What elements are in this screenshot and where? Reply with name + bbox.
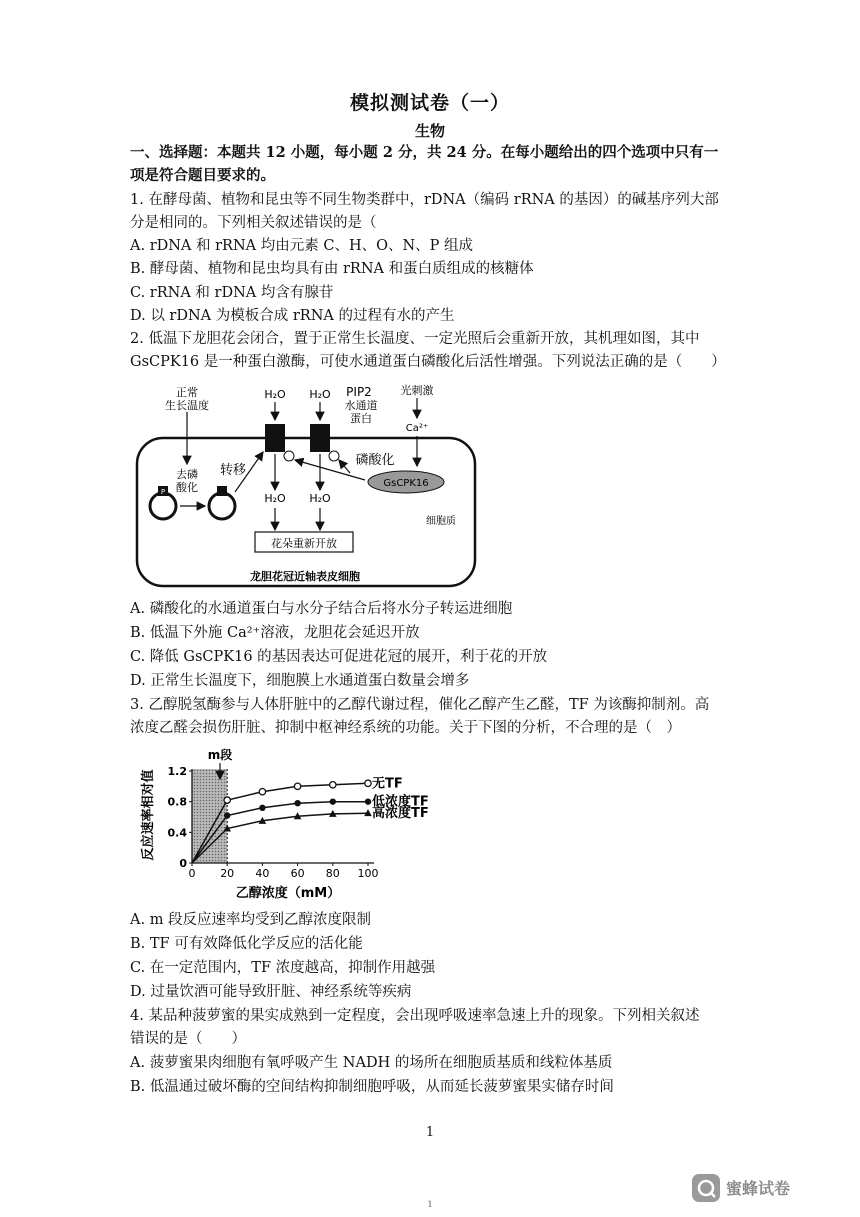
data-point — [365, 780, 371, 786]
q1-option-b: B. 酵母菌、植物和昆虫均具有由 rRNA 和蛋白质组成的核糖体 — [130, 261, 534, 277]
normal-temp-label: 正常 — [176, 386, 198, 399]
segment-label: m段 — [207, 748, 233, 762]
q3-option-c: C. 在一定范围内，TF 浓度越高，抑制作用越强 — [130, 960, 436, 976]
diagram-caption: 龙胆花冠近轴表皮细胞 — [250, 570, 360, 583]
cytoplasm-label: 细胞质 — [426, 516, 456, 527]
kinase-label: GsCPK16 — [383, 478, 429, 489]
page-number-small: 1 — [427, 1200, 433, 1209]
dephos-label: 去磷 — [176, 468, 198, 481]
y-axis-label: 反应速率相对值 — [141, 769, 156, 861]
q3-option-a: A. m 段反应速率均受到乙醇浓度限制 — [130, 912, 372, 928]
series-label: 高浓度TF — [372, 806, 429, 822]
data-point — [294, 783, 300, 789]
bloom-label: 花朵重新开放 — [271, 537, 337, 550]
page-title: 模拟测试卷（一） — [349, 92, 510, 114]
q4-stem: 4. 某品种菠萝蜜的果实成熟到一定程度，会出现呼吸速率急速上升的现象。下列相关叙述 — [130, 1008, 700, 1024]
water-channel-1 — [265, 424, 285, 452]
q2-option-c: C. 降低 GsCPK16 的基因表达可促进花冠的展开，利于花的开放 — [130, 649, 548, 665]
water-channel-2 — [310, 424, 330, 452]
data-point — [224, 797, 230, 803]
y-tick-label: 1.2 — [167, 765, 187, 778]
logo-icon — [692, 1174, 720, 1202]
q3-option-b: B. TF 可有效降低化学反应的活化能 — [130, 936, 363, 952]
h2o-label: H₂O — [264, 492, 286, 505]
y-tick-label: 0.8 — [167, 795, 187, 809]
vesicle-right — [209, 493, 235, 519]
q4-stem-cont: 错误的是（ ） — [130, 1031, 246, 1047]
q2-option-d: D. 正常生长温度下，细胞膜上水通道蛋白数量会增多 — [130, 673, 470, 689]
data-point — [259, 805, 265, 811]
phosphorylation-label: 磷酸化 — [355, 453, 395, 468]
y-tick-label: 0.4 — [167, 826, 187, 840]
x-tick-label: 80 — [325, 867, 340, 880]
pip2-label: PIP2 — [346, 385, 372, 399]
svg-text:P: P — [160, 488, 166, 496]
data-point — [365, 798, 371, 804]
h2o-label: H₂O — [309, 388, 331, 401]
data-point — [259, 789, 265, 795]
normal-temp-label-2: 生长温度 — [165, 399, 209, 412]
q3-option-d: D. 过量饮酒可能导致肝脏、神经系统等疾病 — [130, 984, 412, 1000]
watermark-logo — [690, 1170, 810, 1206]
section-heading-cont: 项是符合题目要求的。 — [130, 167, 275, 184]
pip2-label-3: 蛋白 — [350, 412, 372, 425]
data-point — [330, 782, 336, 788]
cell-outline — [137, 438, 475, 586]
q1-stem-cont: 分是相同的。下列相关叙述错误的是（ — [130, 215, 377, 231]
x-tick-label: 0 — [188, 867, 196, 880]
water-channel-diagram — [125, 380, 485, 592]
x-tick-label: 60 — [290, 867, 305, 880]
transfer-label: 转移 — [219, 463, 247, 478]
pip2-label-2: 水通道 — [344, 399, 378, 412]
h2o-label: H₂O — [309, 492, 331, 505]
q2-option-b: B. 低温下外施 Ca²⁺溶液，龙胆花会延迟开放 — [130, 625, 420, 641]
q4-option-b: B. 低温通过破坏酶的空间结构抑制细胞呼吸，从而延长菠萝蜜果实储存时间 — [130, 1079, 614, 1095]
y-tick-label: 0 — [179, 857, 187, 870]
light-label: 光刺激 — [400, 384, 434, 397]
q3-stem: 3. 乙醇脱氢酶参与人体肝脏中的乙醇代谢过程，催化乙醇产生乙醛，TF 为该酶抑制剂。高 — [130, 697, 710, 713]
q1-option-a: A. rDNA 和 rRNA 均由元素 C、H、O、N、P 组成 — [130, 238, 474, 254]
q1-option-d: D. 以 rDNA 为模板合成 rRNA 的过程有水的产生 — [130, 308, 455, 324]
x-tick-label: 40 — [255, 867, 270, 880]
m-segment-shade — [192, 769, 227, 863]
q2-stem: 2. 低温下龙胆花会闭合，置于正常生长温度、一定光照后会重新开放，其机理如图，其中 — [130, 331, 700, 347]
q2-option-a: A. 磷酸化的水通道蛋白与水分子结合后将水分子转运进细胞 — [130, 601, 513, 617]
q4-option-a: A. 菠萝蜜果肉细胞有氧呼吸产生 NADH 的场所在细胞质基质和线粒体基质 — [130, 1055, 613, 1071]
q2-stem-cont: GsCPK16 是一种蛋白激酶，可使水通道蛋白磷酸化后活性增强。下列说法正确的是（ ） — [130, 354, 726, 370]
series-label: 低浓度TF — [372, 794, 429, 810]
section-heading: 一、选择题：本题共 12 小题，每小题 2 分，共 24 分。在每小题给出的四个选项中只有一 — [130, 144, 719, 161]
q3-stem-cont: 浓度乙醛会损伤肝脏、抑制中枢神经系统的功能。关于下图的分析，不合理的是（ ） — [130, 720, 681, 736]
logo-text: 蜜蜂试卷 — [726, 1179, 791, 1198]
q1-stem: 1. 在酵母菌、植物和昆虫等不同生物类群中，rDNA（编码 rRNA 的基因）的碱基序列大部 — [130, 192, 719, 208]
x-axis-label: 乙醇浓度（mM） — [235, 886, 341, 901]
reaction-rate-chart — [130, 745, 450, 905]
q1-option-c: C. rRNA 和 rDNA 均含有腺苷 — [130, 285, 334, 301]
dephos-label-2: 酸化 — [176, 481, 198, 494]
h2o-label: H₂O — [264, 388, 286, 401]
x-tick-label: 100 — [357, 867, 379, 880]
series-label: 无TF — [372, 776, 403, 792]
page-number: 1 — [425, 1125, 435, 1140]
x-tick-label: 20 — [220, 867, 235, 880]
data-point — [330, 798, 336, 804]
vesicle-left — [150, 493, 176, 519]
subject-title: 生物 — [414, 122, 445, 140]
calcium-label: Ca²⁺ — [405, 423, 429, 434]
data-point — [224, 812, 230, 818]
data-point — [294, 800, 300, 806]
